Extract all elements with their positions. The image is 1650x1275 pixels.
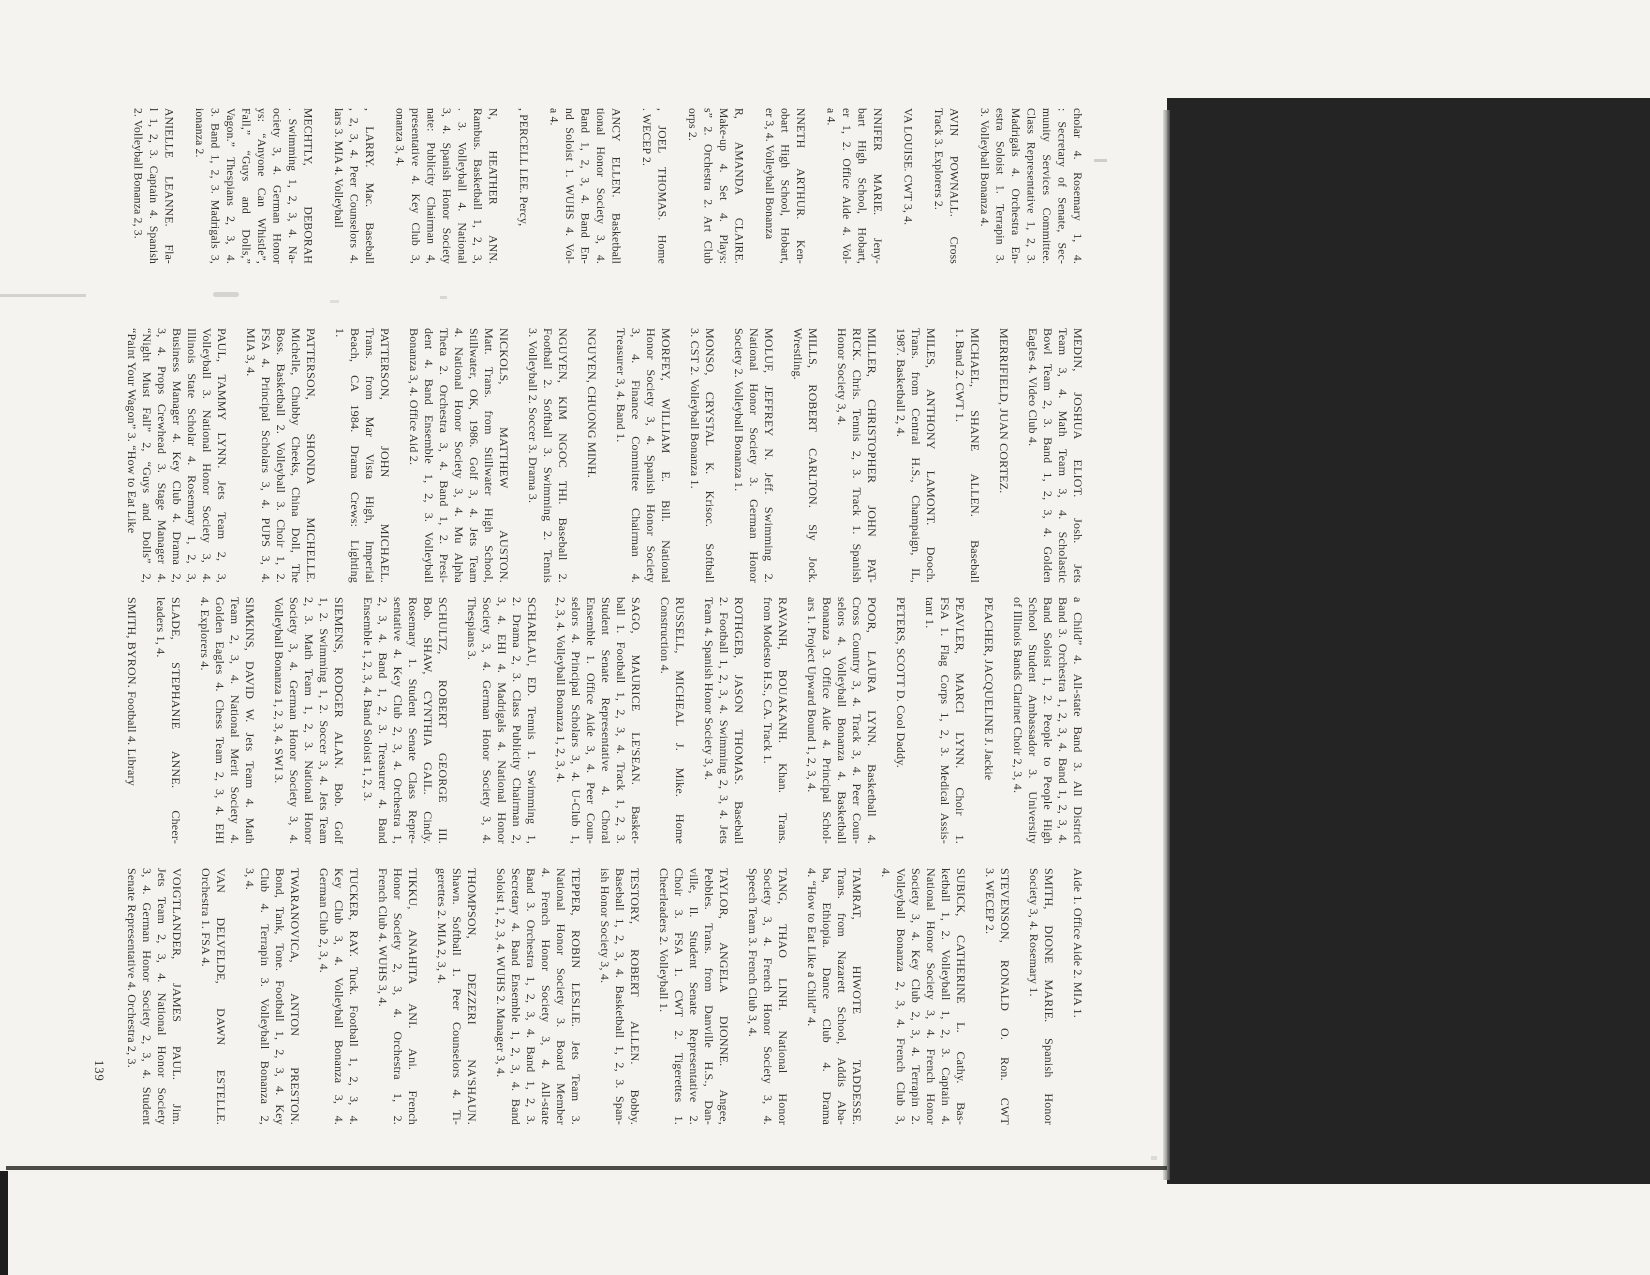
entry-line: Vagon.” Thespians 2, 3, 4. — [224, 108, 237, 264]
entry-line: Band 1, 2, 3, 4. Band En- — [578, 108, 592, 264]
index-entry — [516, 108, 532, 264]
entry-line: 3, 4. Finance Committee Chairman 4. — [629, 328, 643, 583]
entry-line: tional Honor Society 3, 4. — [594, 108, 607, 264]
entry-line: Construction 4. — [658, 597, 672, 674]
entry-line: dent 4. Band Ensemble 1, 2, 3. Volleyball — [422, 328, 436, 583]
entry-line: of Illinois Bands Clarinet Choir 2, 3, 4. — [1011, 597, 1025, 794]
scan-artifact — [1151, 1156, 1157, 1160]
entry-line: , PERCELL LEE. Percy, — [517, 108, 530, 227]
scan-artifact — [330, 300, 339, 303]
index-entry — [982, 868, 1012, 1125]
index-entry — [834, 328, 879, 583]
entry-line: 2. Drama 2, 3. Class Publicity Chairman 2, — [510, 597, 524, 844]
entry-line: onanza 3, 4. — [393, 108, 407, 167]
entry-line: MECHTLY, DEBORAH — [301, 108, 315, 264]
entry-line: STEVENSON, RONALD O. Ron. CWT — [998, 868, 1012, 1125]
entry-line: FSA 1. Flag Corps 1, 2, 3. Medical Assis- — [938, 597, 952, 844]
index-entry — [493, 868, 583, 1125]
entry-line: Band 3. Orchestra 1, 2, 3, 4. Band 1, 2, 3. — [524, 868, 538, 1125]
index-entry — [900, 108, 916, 264]
entry-line: 2, 3. Math Team 1, 2, 3. National Honor — [302, 597, 316, 844]
index-entry — [124, 597, 139, 844]
entry-line: TANG, THAO LINH. National Honor — [776, 868, 790, 1125]
entry-line: a Child” 4. All-state Band 3. All District — [1071, 597, 1085, 844]
entry-line: NNETH ARTHUR. Ken- — [794, 108, 807, 264]
entry-line: Eagles 4. Video Club 4. — [1026, 328, 1040, 447]
scan-corner-dark — [0, 1171, 8, 1275]
index-entry — [657, 597, 687, 844]
entry-line: ROTHGEB, JASON THOMAS. Baseball — [732, 597, 746, 844]
entry-line: Illinois State Scholar 4. Rosemary 1, 2, 3, — [185, 328, 199, 583]
index-entry — [434, 868, 479, 1125]
entry-line: Team 4. Spanish Honor Society 3, 4. — [702, 597, 716, 781]
index-entry — [553, 597, 643, 844]
entry-line: VA LOUISE. CWT 3, 4. — [901, 108, 915, 226]
entry-line: orps 2. — [686, 108, 699, 141]
index-entry — [597, 868, 642, 1125]
entry-line: National Honor Society 3, 4. French Honor — [924, 868, 938, 1125]
entry-line: tant 1. — [923, 597, 937, 629]
entry-line: MIA 3, 4. — [244, 328, 258, 377]
entry-line: a 4. — [547, 108, 561, 126]
entry-line: ba, Ethiopia. Dance Club 4. Drama — [820, 868, 834, 1125]
entry-line: Stillwater, OK, 1986. Golf 3, 4. Jets Team — [467, 328, 481, 583]
entry-line: RICK. Chris. Tennis 2, 3. Track 1. Spanish — [850, 328, 864, 583]
entry-line: R, AMANDA CLAIRE. — [732, 108, 746, 264]
entry-line: French Club 4. WUHS 3, 4. — [376, 868, 390, 1007]
entry-line: ball 1. Football 1, 2, 3, 4. Track 1, 2, 3. — [614, 597, 628, 844]
entry-line: Society 3, 4. German Honor Society 3, 4. — [287, 597, 301, 844]
index-entry — [1010, 597, 1085, 844]
index-entry — [823, 108, 885, 264]
entry-line: 4. Explorers 4. — [198, 597, 212, 671]
entry-line: 4. “How to Eat Like a Child” 4. — [805, 868, 819, 1027]
entry-line: Honor Society 3, 4. Spanish Honor Society — [644, 328, 658, 583]
entry-line: 1987. Basketball 2, 4. — [894, 328, 908, 438]
scan-artifact — [0, 294, 86, 297]
index-entry — [745, 868, 790, 1125]
entry-line: PEAVLER, MARCI LYNN. Choir 1. — [953, 597, 967, 844]
entry-line: TEPPER, ROBIN LESLIE. Jets Team 3. — [569, 868, 583, 1125]
index-entry — [613, 328, 673, 583]
entry-line: lars 3. MIA 4. Volleyball — [332, 108, 345, 228]
index-entry — [685, 108, 747, 264]
entry-line: s” 2. Orchestra 2. Art Club — [701, 108, 715, 264]
entry-line: bart High School, Hobart, — [855, 108, 869, 264]
entry-line: Boss. Basketball 2. Volleyball 3. Choir 1, 2. — [274, 328, 288, 583]
entry-line: SLADE, STEPHANIE ANNE. Cheer- — [169, 597, 183, 844]
entry-line: Cheerleaders 2. Volleyball 1. — [657, 868, 671, 1013]
index-entry — [656, 868, 731, 1125]
entry-line: Ensemble 1, 2, 3, 4. Band Soloist 1, 2, 3. — [361, 597, 375, 802]
scan-dark-region — [1167, 98, 1650, 1184]
entry-line: ANCY ELLEN. Basketball — [609, 108, 623, 264]
entry-line: Matt. Trans. from Stillwater High School, — [482, 328, 496, 583]
entry-line: Trans. from Nazarett School, Addis Aba- — [835, 868, 849, 1125]
index-entry — [242, 868, 302, 1125]
entry-line: Michelle, Chubby Cheeks, China Doll, The — [289, 328, 303, 583]
entry-line: MILES, ANTHONY LAMONT. Dooch. — [924, 328, 938, 583]
entry-line: Band Soloist 1, 2. People to People High — [1041, 597, 1055, 844]
entry-line: presentative 4. Key Club 3, — [409, 108, 422, 264]
entry-line: SAGO, MAURICE LE'SEAN. Basket- — [629, 597, 643, 844]
entry-line: 3, 4. Props Crewhead 3. Stage Manager 4. — [155, 328, 169, 583]
index-entry — [922, 597, 967, 844]
entry-line: SIEMENS, RODGER ALAN. Bob. Golf — [332, 597, 346, 844]
entry-line: TAYLOR, ANGELA DIONNE. Angee, — [717, 868, 731, 1125]
entry-line: MEDIN, JOSHUA ELIOT. Josh. Jets — [1071, 328, 1085, 583]
entry-line: Society 3, 4. French Honor Society 3, 4. — [761, 868, 775, 1125]
entry-line: Team 2, 3, 4. National Merit Society 4. — [228, 597, 242, 844]
entry-line: Ensemble 1. Office Aide 3, 4. Peer Coun- — [584, 597, 598, 844]
entry-line: MILLER, CHRISTOPHER JOHN PAT- — [865, 328, 879, 583]
entry-line: “Paint Your Wagon” 3. “How to Eat Like — [125, 328, 139, 534]
index-entry — [192, 108, 316, 264]
entry-line: Bond, Tank, Tone. Football 1, 2, 3, 4. Key — [273, 868, 287, 1125]
entry-line: Bonanza 3, 4. Office Aid 2. — [407, 328, 421, 466]
index-entry — [977, 108, 1086, 264]
entry-line: ANIELLE LEANNE. Fla- — [162, 108, 176, 264]
entry-line: POOR, LAURA LYNN. Basketball 4. — [865, 597, 879, 844]
entry-line: Society 2. Volleyball Bonanza 1. — [732, 328, 746, 492]
entry-line: Theta 2. Orchestra 3, 4. Band 1, 2. Presi- — [437, 328, 451, 583]
index-entry — [375, 868, 420, 1125]
entry-line: THOMPSON, DEZZERI NA'SHAUN. — [465, 868, 479, 1125]
entry-line: PEACHER, JACQUELINE J. Jackie — [982, 597, 996, 781]
entry-line: Honor Society 2, 3, 4. Orchestra 1, 2. — [391, 868, 405, 1125]
index-entry — [701, 597, 746, 844]
entry-line: National Honor Society 3. German Honor — [747, 328, 761, 583]
entry-line: School Student Ambassador 3. University — [1026, 597, 1040, 844]
index-entry — [1070, 868, 1085, 1125]
entry-line: 3. Volleyball 2. Soccer 3. Drama 3. — [526, 328, 540, 504]
entry-line: 4. French Honor Society 3, 4. All-state — [539, 868, 553, 1125]
entry-line: ys: “Anyone Can Whistle”, — [255, 108, 268, 264]
index-entry — [790, 328, 820, 583]
entry-line: selors 4. Volleyball Bonanza 4. Basketball — [835, 597, 849, 844]
entry-line: 3. CST 2. Volleyball Bonanza 1. — [688, 328, 702, 489]
entry-line: Speech Team 3. French Club 3, 4. — [746, 868, 760, 1037]
entry-line: sentative 4. Key Club 2, 3, 4. Orchestra 1, — [391, 597, 405, 844]
entry-line: TUCKER, RAY. Tuck. Football 1, 2, 3, 4. — [347, 868, 361, 1125]
entry-line: NNIFER MARIE. Jeny- — [871, 108, 884, 264]
entry-line: “Night Must Fall” 2, “Guys and Dolls” 2, — [140, 328, 154, 583]
entry-line: SMITH, DIONE MARIE. Spanish Honor — [1042, 868, 1056, 1125]
entry-line: Trans. from Mar Vista High, Imperial — [363, 328, 377, 583]
entry-line: VAN DELVELDE, DAWN ESTELLE. — [214, 868, 228, 1125]
entry-line: NICKOLS, MATTHEW AUSTON. — [497, 328, 511, 583]
entry-line: TAMRAT, HIWOTE TADDESSE. — [850, 868, 864, 1125]
index-entry — [804, 868, 864, 1125]
entry-line: Team 3, 4. Math Team 3, 4. Scholastic — [1056, 328, 1070, 583]
index-entry — [893, 328, 938, 583]
index-entry — [639, 108, 670, 264]
entry-line: Society 3, 4. Rosemary 1. — [1027, 868, 1041, 997]
entry-line: cholar 4. Rosemary 1, 4. — [1071, 108, 1084, 264]
entry-line: from Modesto H.S., CA. Track 1. — [761, 597, 775, 764]
entry-line: Cross Country 3, 4. Track 3, 4. Peer Coun- — [850, 597, 864, 844]
entry-line: Key Club 3, 4. Volleyball Bonanza 3, 4. — [332, 868, 346, 1125]
entry-line: Shawn. Softball 1. Peer Counselors 4. Ti- — [450, 868, 464, 1125]
entry-line: MORFEY, WILLIAM E. Bill. National — [659, 328, 673, 583]
entry-line: . WECEP 2. — [640, 108, 653, 167]
entry-line: 3, 4. — [243, 868, 257, 890]
entry-line: Bowl Team 2, 3. Band 1, 2, 3, 4. Golden — [1041, 328, 1055, 583]
index-column-3 — [124, 597, 1085, 844]
entry-line: 4. — [879, 868, 893, 878]
entry-line: 2. Volleyball Bonanza 2, 3. — [131, 108, 145, 239]
entry-line: German Club 2, 3, 4. — [317, 868, 331, 973]
entry-line: RAVANH, BOUAKANH. Khan. Trans. — [776, 597, 790, 844]
entry-line: Football 2. Softball 3. Swimming 2. Tennis — [541, 328, 555, 583]
scan-artifact — [1094, 159, 1107, 162]
entry-line: 2. Football 1, 2, 3, 4. Swimming 2, 3, 4. Jets — [717, 597, 731, 844]
page-number: 139 — [92, 1060, 106, 1082]
entry-line: Volleyball 3. National Honor Society 3, 4. — [200, 328, 214, 583]
entry-line: 3. Volleyball Bonanza 4. — [978, 108, 991, 227]
index-entry — [130, 108, 177, 264]
entry-line: MILLS, ROBERT CARLTON. Sly Jock. — [806, 328, 820, 583]
entry-line: 1, 2. Swimming 1, 2. Soccer 3, 4. Jets Team — [317, 597, 331, 844]
entry-line: PATTERSON, SHONDA MICHELLE. — [304, 328, 318, 583]
index-column-4 — [124, 868, 1085, 1125]
entry-line: Jets Team 2, 3, 4. National Honor Society — [155, 868, 169, 1125]
index-entry — [360, 597, 450, 844]
entry-line: 4. National Honor Society 3, 4. Mu Alpha — [452, 328, 466, 583]
entry-line: ville, Il. Student Senate Representative 2. — [687, 868, 701, 1125]
entry-line: Wrestling. — [791, 328, 805, 380]
entry-line: Club 4. Terrapin 3. Volleyball Bonanza 2, — [258, 868, 272, 1125]
entry-line: SIMKINS, DAVID W. Jets Team 4. Math — [243, 597, 257, 844]
entry-line: Beach, CA 1984. Drama Crews: Lighting — [348, 328, 362, 583]
entry-line: National Honor Society 3. Board Member — [554, 868, 568, 1125]
entry-line: Trans. from Central H.S., Champaign, IL, — [909, 328, 923, 583]
entry-line: VOIGTLANDER, JAMES PAUL. Jim. — [170, 868, 184, 1125]
entry-line: l 1, 2, 3. Captain 4. Spanish — [147, 108, 160, 264]
entry-line: RUSSELL, MICHEAL J. Mike. Home — [673, 597, 687, 844]
entry-line: TWARANOVICA, ANTON PRESTON. — [288, 868, 302, 1125]
entry-line: 2, 3, 4. Band 1, 2, 3. Treasurer 4. Band — [376, 597, 390, 844]
entry-line: munity Services Committee. — [1040, 108, 1053, 264]
entry-line: Society 3, 4. German Honor Society 3, 4. — [480, 597, 494, 844]
entry-line: 2, 3, 4. Volleyball Bonanza 1, 2, 3, 4. — [554, 597, 568, 783]
index-entry — [584, 328, 599, 583]
entry-line: Aide 1. Office Aide 2. MIA 1. — [1071, 868, 1085, 1018]
entry-line: Track 3. Explorers 2. — [932, 108, 945, 210]
entry-line: MONSO, CRYSTAL K. Krisoc. Softball — [703, 328, 717, 583]
entry-line: , JOEL THOMAS. Home — [655, 108, 669, 264]
entry-line: Baseball 1, 2, 3, 4. Basketball 1, 2, 3. Span- — [613, 868, 627, 1125]
entry-line: SMITH, BYRON. Football 4. Library — [125, 597, 139, 786]
entry-line: 3, 4. EHI 4. Madrigals 4. National Honor — [495, 597, 509, 844]
entry-line: . 3. Volleyball 4. National — [455, 108, 469, 264]
entry-line: MERRIFIELD, JUAN CORTEZ. — [997, 328, 1011, 494]
index-entry — [332, 328, 392, 583]
index-entry — [762, 108, 809, 264]
index-entry — [804, 597, 879, 844]
index-entry — [952, 328, 982, 583]
entry-line: nate: Publicity Chairman 4, — [424, 108, 438, 264]
entry-line: ars 1. Project Upward Bound 1, 2, 3, 4. — [805, 597, 819, 793]
entry-line: . Swimming 1, 2, 3, 4. Na- — [286, 108, 299, 264]
entry-line: er 1, 2. Office Aide 4. Vol- — [840, 108, 853, 264]
entry-line: Treasurer 3, 4. Band 1. — [614, 328, 628, 443]
entry-line: NGUYEN, CHUONG MINH. — [585, 328, 599, 478]
entry-line: 3, 4. German Honor Society 2, 3, 4. Student — [140, 868, 154, 1125]
index-entry — [406, 328, 511, 583]
entry-line: 1. Band 2. CWT 1. — [953, 328, 967, 423]
entry-line: MICHAEL, SHANE ALLEN. Baseball — [968, 328, 982, 583]
index-entry — [931, 108, 962, 264]
entry-line: 1. — [333, 328, 347, 338]
entry-line: MOLUF, JEFFREY N. Jeff. Swimming 2. — [762, 328, 776, 583]
entry-line: leaders 1, 4. — [154, 597, 168, 658]
entry-line: Volleyball Bonanza 1, 2, 3, 4. SWI 3. — [272, 597, 286, 784]
entry-line: Society 3, 4. Key Club 2, 3, 4. Terrapin 2. — [909, 868, 923, 1125]
entry-line: 3. WECEP 2. — [983, 868, 997, 935]
entry-line: Rambus. Basketball 1, 2, 3, — [471, 108, 484, 264]
index-entry — [392, 108, 501, 264]
entry-line: gerettes 2. MIA 2, 3, 4. — [435, 868, 449, 984]
index-entry — [331, 108, 378, 264]
scan-artifact — [440, 296, 447, 299]
entry-line: NGUYEN, KIM NGOC THI. Baseball 2. — [556, 328, 570, 583]
index-entry — [760, 597, 790, 844]
entry-line: Pebbles. Trans. from Danville H.S., Dan- — [702, 868, 716, 1125]
index-entry — [981, 597, 996, 844]
index-entry — [878, 868, 968, 1125]
entry-line: Class Representative 1, 2, 3. — [1024, 108, 1038, 264]
entry-line: Bob. SHAW, CYNTHIA GAIL. Cindy. — [421, 597, 435, 844]
entry-line: ketball 1, 2. Volleyball 1, 2, 3. Captain 4. — [939, 868, 953, 1125]
index-column-2 — [124, 328, 1085, 583]
entry-line: FSA 4. Principal Scholars 3, 4. PUPS 3, 4. — [259, 328, 273, 583]
entry-line: PATTERSON, JOHN MICHAEL. — [378, 328, 392, 583]
entry-line: Soloist 1, 2, 3, 4. WUHS 2. Manager 3, 4. — [494, 868, 508, 1078]
entry-line: 3. Band 1, 2, 3. Madrigals 3, — [208, 108, 222, 264]
entry-line: ish Honor Society 3, 4. — [598, 868, 612, 984]
entry-line: N, HEATHER ANN. — [486, 108, 500, 264]
index-column-1 — [130, 108, 1085, 264]
entry-line: TESTORY, ROBERT ALLEN. Bobby. — [628, 868, 642, 1125]
entry-line: estra Soloist 1. Terrapin 3. — [993, 108, 1007, 264]
entry-line: SCHARLAU, ED. Tennis 1. Swimming 1, — [525, 597, 539, 844]
entry-line: er 3, 4. Volleyball Bonanza — [763, 108, 776, 240]
index-entry — [731, 328, 776, 583]
index-entry — [546, 108, 624, 264]
entry-line: Madrigals 4. Orchestra En- — [1009, 108, 1022, 264]
index-entry — [316, 868, 361, 1125]
entry-line: selors 4. Principal Scholars 3, 4. U-Club 1, — [569, 597, 583, 844]
index-entry — [464, 597, 539, 844]
entry-line: Thespians 3. — [465, 597, 479, 661]
entry-line: Make-up 4. Set 4. Plays: — [717, 108, 730, 264]
entry-line: Business Manager 4. Key Club 4. Drama 2, — [170, 328, 184, 583]
entry-line: Volleyball Bonanza 2, 3, 4. French Club 3, — [894, 868, 908, 1125]
entry-line: Honor Society 3, 4. — [835, 328, 849, 426]
entry-line: SCHULTZ, ROBERT GEORGE III. — [436, 597, 450, 844]
entry-line: ociety 3, 4. German Honor — [270, 108, 284, 264]
entry-line: Golden Eagles 4. Chess Team 2, 3, 4. EHI — [213, 597, 227, 844]
entry-line: SUBICK, CATHERINE L. Cathy. Bas- — [954, 868, 968, 1125]
entry-line: Orchestra 1. FSA 4. — [199, 868, 213, 967]
entry-line: : Secretary of Senate, Sec- — [1055, 108, 1069, 264]
index-entry — [198, 868, 228, 1125]
index-entry — [124, 328, 229, 583]
index-entry — [197, 597, 257, 844]
index-entry — [124, 868, 184, 1125]
page-edge-highlight — [1163, 110, 1170, 1180]
index-entry — [687, 328, 717, 583]
entry-line: Student Senate Representative 4. Choral — [599, 597, 613, 844]
entry-line: , 2, 3, 4. Peer Counselors 4. — [347, 108, 361, 264]
entry-line: TIKKU, ANAHITA ANI. Ani. French — [406, 868, 420, 1125]
entry-line: Fall,” “Guys and Dolls,” — [239, 108, 253, 264]
entry-line: PAUL, TAMMY LYNN. Jets Team 2, 3, — [215, 328, 229, 583]
entry-line: AVIN POWNALL. Cross — [947, 108, 961, 264]
entry-line: Band 3. Orchestra 1, 2, 3, 4. Band 1, 2, 3, 4. — [1056, 597, 1070, 844]
entry-line: , LARRY. Mac. Baseball — [363, 108, 376, 264]
index-entry — [153, 597, 183, 844]
entry-line: a 4. — [824, 108, 838, 126]
scan-artifact — [213, 292, 239, 297]
index-entry — [1025, 328, 1085, 583]
index-entry — [893, 597, 908, 844]
entry-line: obart High School, Hobart, — [778, 108, 792, 264]
index-entry — [271, 597, 346, 844]
index-entry — [996, 328, 1011, 583]
index-entry — [243, 328, 318, 583]
entry-line: nd Soloist 1. WUHS 4. Vol- — [563, 108, 576, 264]
entry-line: Secretary 4. Band Ensemble 1, 2, 3, 4. Band — [509, 868, 523, 1125]
index-entry — [525, 328, 570, 583]
entry-line: ionanza 2. — [193, 108, 206, 158]
entry-line: 3, 4. Spanish Honor Society — [440, 108, 453, 264]
entry-line: PETERS, SCOTT D. Cool Daddy. — [894, 597, 908, 768]
entry-line: Choir 3. FSA 1. CWT 2. Tigerettes 1. — [672, 868, 686, 1125]
entry-line: Bonanza 3. Office Aide 4. Principal Schol- — [820, 597, 834, 844]
index-entry — [1026, 868, 1056, 1125]
entry-line: Rosemary 1. Student Senate Class Repre- — [406, 597, 420, 844]
page-bottom-edge-line — [6, 1166, 1167, 1170]
entry-line: Senate Representative 4. Orchestra 2, 3. — [125, 868, 139, 1068]
